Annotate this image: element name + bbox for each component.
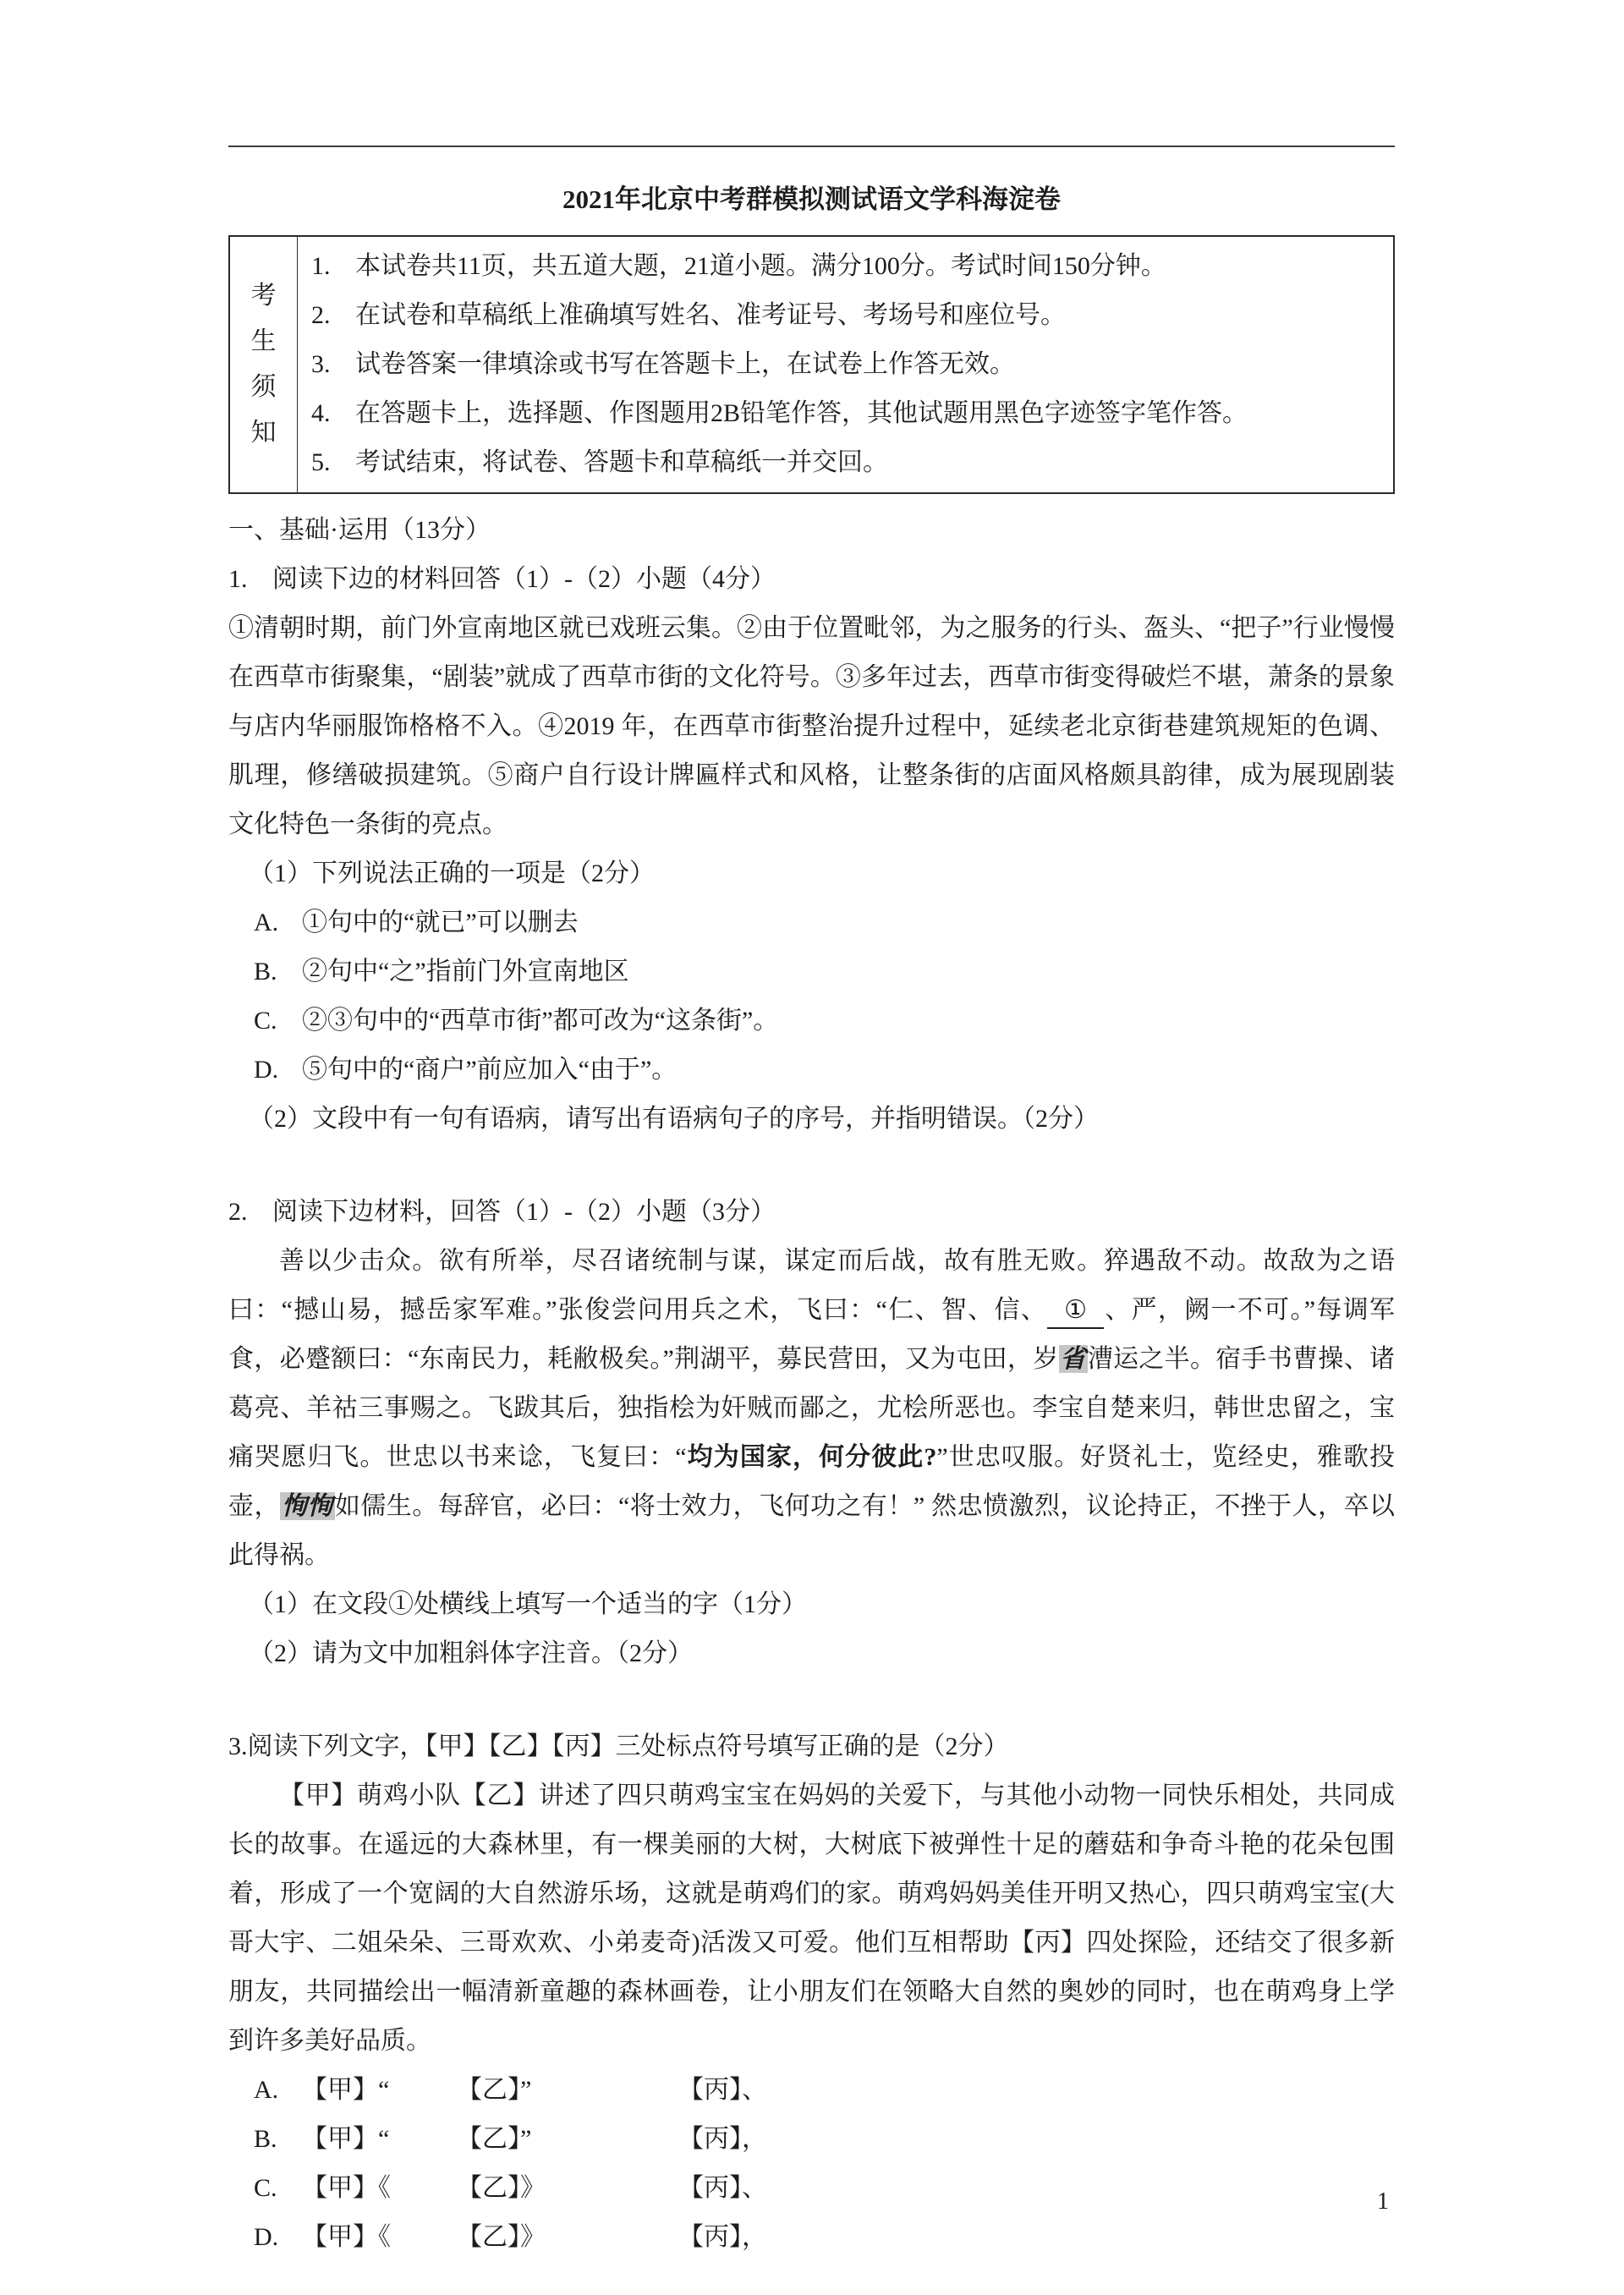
option-label: B. [254, 2125, 277, 2153]
notice-item [311, 340, 1376, 389]
option-label: A. [254, 909, 279, 936]
passage-text: 如儒生。每辞官，必曰：“将士效力，飞何功之有！” 然忠愤激烈，议论持正，不挫于人，卒以此得祸。 [228, 1492, 1396, 1569]
notice-item-text: 本试卷共11页，共五道大题，21道小题。满分100分。考试时间150分钟。 [355, 252, 1166, 280]
option-label: A. [254, 2076, 279, 2104]
option-cell-bing: 【丙】， [678, 2125, 767, 2153]
top-rule [228, 145, 1395, 147]
notice-items [298, 237, 1393, 492]
notice-item-text: 试卷答案一律填涂或书写在答题卡上，在试卷上作答无效。 [355, 350, 1015, 378]
bold-quote-text: 均为国家，何分彼此? [686, 1443, 937, 1471]
question-2-passage [228, 1237, 1395, 1580]
option-cell-jia: 【甲】“ [302, 2125, 390, 2153]
notice-item-number: 4. [311, 399, 331, 427]
option-cell-yi: 【乙】》 [457, 2174, 546, 2202]
notice-item-number: 3. [311, 350, 331, 378]
option-label: D. [254, 1056, 279, 1084]
question-3-heading: 3.阅读下列文字，【甲】【乙】【丙】三处标点符号填写正确的是（2分） [228, 1732, 1009, 1760]
notice-item-text: 在试卷和草稿纸上准确填写姓名、准考证号、考场号和座位号。 [355, 301, 1066, 329]
option-text: ②③句中的“西草市街”都可改为“这条街”。 [302, 1007, 779, 1035]
page-number: 1 [1377, 2188, 1389, 2215]
question-1-heading [228, 555, 1395, 604]
notice-item-number: 2. [311, 301, 331, 329]
notice-label-char: 考 [250, 282, 277, 310]
notice-item [311, 389, 1376, 438]
option-cell-yi: 【乙】》 [457, 2223, 546, 2251]
question-1-option-a [228, 898, 1395, 947]
notice-item-number: 1. [311, 252, 331, 280]
question-2-heading [228, 1188, 1395, 1237]
option-cell-bing: 【丙】、 [678, 2076, 767, 2104]
question-1-passage: ①清朝时期，前门外宣南地区就已戏班云集。②由于位置毗邻，为之服务的行头、盔头、“把子”行业慢慢在西草市街聚集，“剧装”就成了西草市街的文化符号。③多年过去，西草市街变得破烂不堪，萧条的景象与店内华丽服饰格格不入。④2019 年，在西草市街整治提升过程中，延续老北京街巷建筑规矩的色调、肌理，修缮破损建筑。⑤商户自行设计牌匾样式和风格，让整条街的店面风格颇具韵律，成为展现剧装文化特色一条街的亮点。 [228, 614, 1395, 838]
question-3-option-c [228, 2164, 1395, 2213]
highlighted-bold-italic-char: 省 [1060, 1345, 1086, 1373]
option-label: D. [254, 2223, 279, 2251]
option-label: C. [254, 1007, 277, 1035]
passage-text: 、严，阙一不可。”每调军食，必蹙额曰：“东南民力，耗敝极矣。”荆湖平，募民营田，又为屯田，岁 [228, 1296, 1395, 1373]
option-label: C. [254, 2174, 277, 2202]
notice-label-char: 须 [250, 373, 277, 401]
option-text: ②句中“之”指前门外宣南地区 [302, 958, 629, 986]
question-2-heading-text: 阅读下边材料，回答（1）-（2）小题（3分） [272, 1198, 776, 1226]
question-1-option-d [228, 1046, 1395, 1095]
passage-text: 漕运之半。宿手书曹操、诸葛亮、羊祜三事赐之。飞跋其后，独指桧为奸贼而鄙之，尤桧所恶也。李宝自楚来归，韩世忠留之，宝痛哭愿归飞。世忠以书来谂，飞复曰：“ [228, 1345, 1396, 1471]
notice-item [311, 291, 1376, 340]
notice-item [311, 438, 1376, 487]
notice-label-char: 生 [250, 327, 277, 355]
page-title: 2021年北京中考群模拟测试语文学科海淀卷 [562, 184, 1061, 214]
question-1-sub-1: （1）下列说法正确的一项是（2分） [249, 859, 655, 887]
option-text: ①句中的“就已”可以删去 [302, 909, 579, 936]
option-cell-jia: 【甲】“ [302, 2076, 390, 2104]
question-2-number: 2. [228, 1198, 248, 1226]
question-3-option-a [228, 2066, 1395, 2115]
question-1-option-c [228, 997, 1395, 1046]
question-3-option-d [228, 2213, 1395, 2262]
notice-item-text: 考试结束，将试卷、答题卡和草稿纸一并交回。 [355, 448, 888, 476]
question-1-heading-text: 阅读下边的材料回答（1）-（2）小题（4分） [272, 565, 776, 593]
question-2-sub-1: （1）在文段①处横线上填写一个适当的字（1分） [249, 1590, 807, 1618]
option-cell-yi: 【乙】” [457, 2076, 532, 2104]
option-cell-jia: 【甲】《 [302, 2223, 391, 2251]
option-label: B. [254, 958, 277, 986]
option-cell-bing: 【丙】、 [678, 2174, 767, 2202]
option-cell-bing: 【丙】， [678, 2223, 767, 2251]
question-3-passage: 【甲】萌鸡小队【乙】讲述了四只萌鸡宝宝在妈妈的关爱下，与其他小动物一同快乐相处，共同成长的故事。在遥远的大森林里，有一棵美丽的大树，大树底下被弹性十足的蘑菇和争奇斗艳的花朵包围着，形成了一个宽阔的大自然游乐场，这就是萌鸡们的家。萌鸡妈妈美佳开明又热心，四只萌鸡宝宝(大哥大宇、二姐朵朵、三哥欢欢、小弟麦奇)活泼又可爱。他们互相帮助【丙】四处探险，还结交了很多新朋友，共同描绘出一幅清新童趣的森林画卷，让小朋友们在领略大自然的奥妙的同时，也在萌鸡身上学到许多美好品质。 [228, 1782, 1395, 2055]
highlighted-bold-italic-char: 恂恂 [281, 1492, 333, 1520]
question-1-sub-2: （2）文段中有一句有语病，请写出有语病句子的序号，并指明错误。（2分） [249, 1105, 1099, 1133]
notice-box [228, 235, 1395, 494]
question-1-option-b [228, 947, 1395, 997]
option-cell-jia: 【甲】《 [302, 2174, 391, 2202]
notice-item-text: 在答题卡上，选择题、作图题用2B铅笔作答，其他试题用黑色字迹签字笔作答。 [355, 399, 1248, 427]
question-2-sub-2: （2）请为文中加粗斜体字注音。（2分） [249, 1639, 693, 1667]
notice-item-number: 5. [311, 448, 331, 476]
question-1-number: 1. [228, 565, 248, 593]
notice-item [311, 242, 1376, 291]
notice-label-column [230, 237, 298, 492]
fill-in-blank-underline: ① [1047, 1293, 1104, 1329]
question-3-option-b [228, 2115, 1395, 2164]
passage-text: ”世忠叹服。好贤礼士，览经史，雅歌投壶， [228, 1443, 1395, 1520]
passage-text: 善以少击众。欲有所举，尽召诸统制与谋，谋定而后战，故有胜无败。猝遇敌不动。故敌为之语曰：“撼山易，撼岳家军难。”张俊尝问用兵之术，飞曰：“仁、智、信、 [228, 1247, 1395, 1324]
option-text: ⑤句中的“商户”前应加入“由于”。 [302, 1056, 678, 1084]
notice-label-char: 知 [250, 419, 277, 447]
option-cell-yi: 【乙】” [457, 2125, 532, 2153]
section-heading: 一、基础·运用（13分） [228, 516, 491, 544]
